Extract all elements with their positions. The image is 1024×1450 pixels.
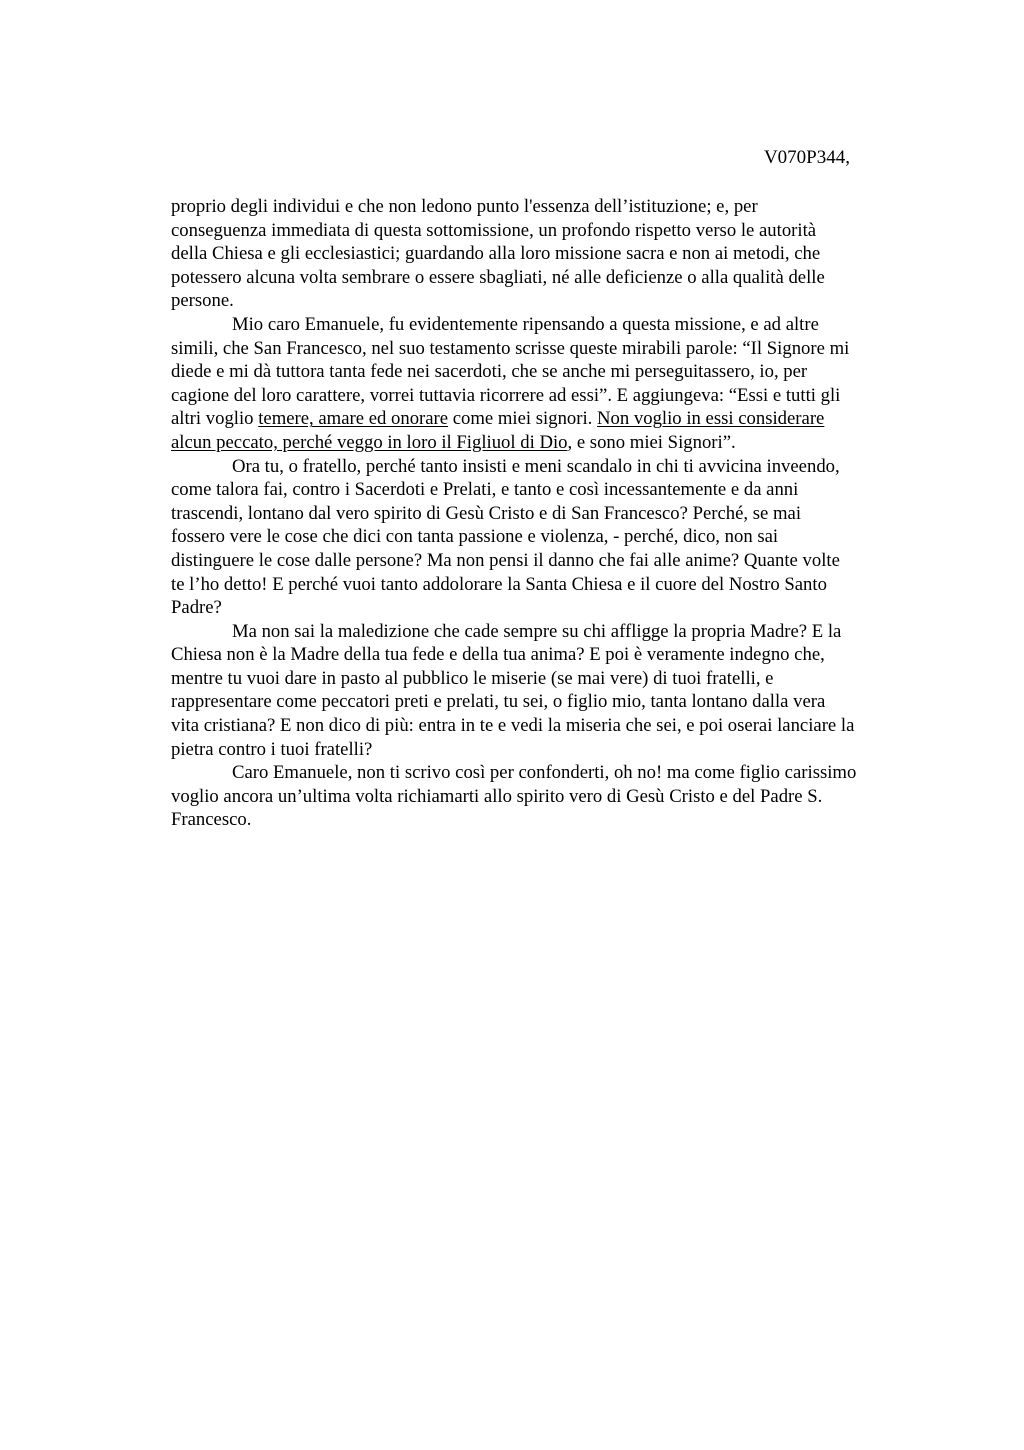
text-run: voglio ancora un’ultima volta richiamarti allo spirito vero di Gesù Cristo e del Padre S. [171,785,823,807]
paragraph-first-line [171,620,941,644]
text-line [171,502,941,526]
text-run: potessero alcuna volta sembrare o essere sbagliati, né alle deficienze o alla qualità delle [171,266,825,288]
text-run: come miei signori. [448,408,598,430]
text-line [171,266,941,290]
text-line [171,242,941,266]
text-line [171,219,941,243]
text-run: mentre tu vuoi dare in pasto al pubblico le miserie (se mai vere) di tuoi fratelli, e [171,667,774,689]
text-run: fossero vere le cose che dici con tanta passione e violenza, - perché, dico, non sai [171,526,779,548]
text-line [171,738,941,762]
page-identifier: V070P344, [763,147,850,168]
text-run: proprio degli individui e che non ledono punto l'essenza dell’istituzione; e, per [171,196,758,217]
text-run: conseguenza immediata di questa sottomissione, un profondo rispetto verso le autorità [171,219,817,241]
text-line [171,289,941,313]
underlined-text: alcun peccato, perché veggo in loro il Figliuol di Dio [171,431,568,453]
letter-body [171,195,941,832]
text-run: Chiesa non è la Madre della tua fede e della tua anima? E poi è veramente indegno che, [171,644,825,666]
text-line [171,714,941,738]
text-line [171,549,941,573]
text-line [171,785,941,809]
underlined-text: temere, amare ed onorare [258,408,449,430]
text-run: diede e mi dà tuttora tanta fede nei sacerdoti, che se anche mi perseguitassero, io, per [171,361,808,383]
text-line [171,808,941,832]
text-line [171,407,941,431]
text-run: della Chiesa e gli ecclesiastici; guardando alla loro missione sacra e non ai metodi, che [171,243,821,265]
text-run: te l’ho detto! E perché vuoi tanto addolorare la Santa Chiesa e il cuore del Nostro Santo [171,573,827,595]
text-run: simili, che San Francesco, nel suo testamento scrisse queste mirabili parole: “Il Signore mi [171,337,850,359]
text-run: rappresentare come peccatori preti e prelati, tu sei, o figlio mio, tanta lontano dalla vera [171,691,826,713]
paragraph-first-line [171,313,941,337]
text-run: altri voglio [171,408,259,430]
underlined-text: Non voglio in essi considerare [597,408,825,430]
text-run: Mio caro Emanuele, fu evidentemente ripensando a questa missione, e ad altre [232,313,819,335]
paragraph-first-line [171,761,941,785]
text-line [171,360,941,384]
text-run: Padre? [171,597,222,619]
text-line [171,195,941,219]
text-line [171,643,941,667]
text-run: pietra contro i tuoi fratelli? [171,738,373,760]
text-run: , e sono miei Signori”. [567,431,736,453]
text-run: Ora tu, o fratello, perché tanto insisti e meni scandalo in chi ti avvicina inveendo, [232,455,840,477]
text-run: vita cristiana? E non dico di più: entra in te e vedi la miseria che sei, e poi oserai lanciare la [171,715,855,737]
text-run: cagione del loro carattere, vorrei tuttavia ricorrere ad essi”. E aggiungeva: “Essi e tutti gli [171,384,841,406]
text-line [171,690,941,714]
text-line [171,431,941,455]
text-line [171,596,941,620]
text-run: persone. [171,290,234,312]
text-run: Caro Emanuele, non ti scrivo così per confonderti, oh no! ma come figlio carissimo [232,762,857,784]
text-line [171,337,941,361]
text-line [171,573,941,597]
text-run: Francesco. [171,809,252,831]
text-run: Ma non sai la maledizione che cade sempre su chi affligge la propria Madre? E la [232,620,842,642]
text-line [171,667,941,691]
text-run: come talora fai, contro i Sacerdoti e Prelati, e tanto e così incessantemente e da anni [171,479,799,501]
text-run: trascendi, lontano dal vero spirito di Gesù Cristo e di San Francesco? Perché, se mai [171,502,802,524]
paragraph-first-line [171,455,941,479]
text-line [171,525,941,549]
text-line [171,384,941,408]
text-line [171,478,941,502]
text-run: distinguere le cose dalle persone? Ma non pensi il danno che fai alle anime? Quante volte [171,549,840,571]
